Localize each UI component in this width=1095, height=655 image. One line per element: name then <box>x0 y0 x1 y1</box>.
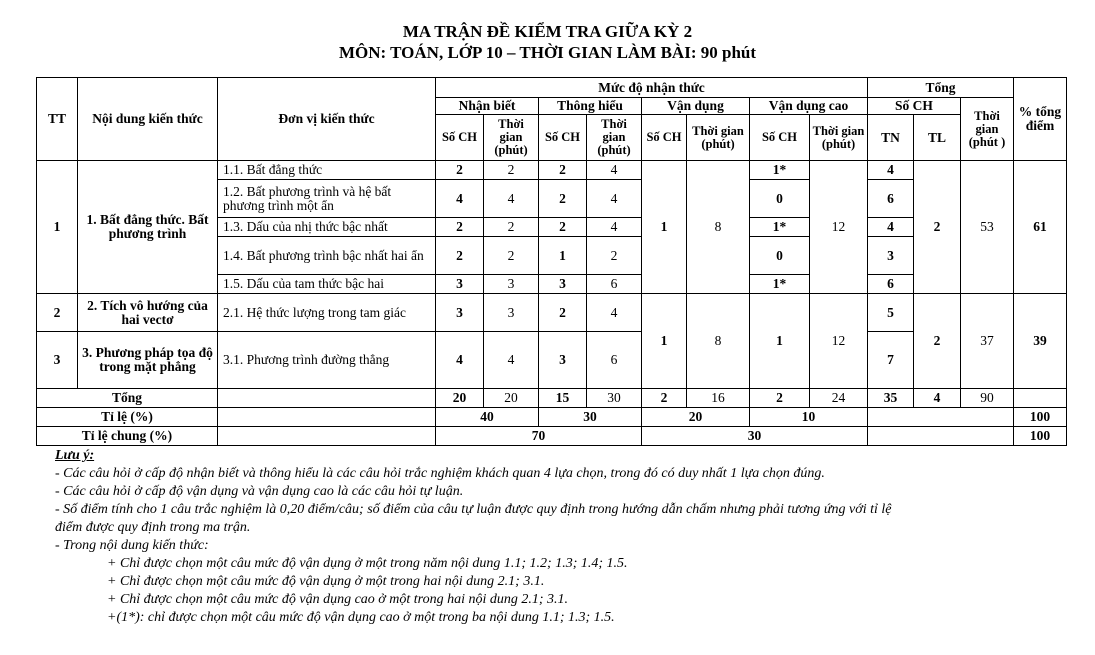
cell: 2 <box>436 237 484 275</box>
cell: 20 <box>484 389 539 408</box>
cell: 12 <box>810 294 868 389</box>
unit-name: 1.2. Bất phương trình và hệ bất phương trình một ẩn <box>218 180 436 218</box>
header-time: Thời gian (phút) <box>810 115 868 161</box>
unit-name: 1.1. Bất đẳng thức <box>218 161 436 180</box>
cell: 61 <box>1014 161 1067 294</box>
header-num-q: Số CH <box>750 115 810 161</box>
cell: 2 <box>642 389 687 408</box>
header-high-application: Vận dụng cao <box>750 98 868 115</box>
matrix-table <box>36 77 1067 446</box>
cell: 39 <box>1014 294 1067 389</box>
unit-name: 2.1. Hệ thức lượng trong tam giác <box>218 294 436 332</box>
totals-label: Tổng <box>37 389 218 408</box>
cell: 1* <box>750 218 810 237</box>
unit-name: 1.3. Dấu của nhị thức bậc nhất <box>218 218 436 237</box>
cell: 100 <box>1014 408 1067 427</box>
cell: 1 <box>642 161 687 294</box>
cell: 1 <box>539 237 587 275</box>
cell: 70 <box>436 427 642 446</box>
header-tn: TN <box>868 115 914 161</box>
header-application: Vận dụng <box>642 98 750 115</box>
cell: 37 <box>961 294 1014 389</box>
cell: 10 <box>750 408 868 427</box>
cell: 40 <box>436 408 539 427</box>
note-item: điểm được quy định trong ma trận. <box>55 520 251 535</box>
note-item: - Các câu hỏi ở cấp độ vận dụng và vận dụng cao là các câu hỏi tự luận. <box>55 484 464 499</box>
cell: 4 <box>484 332 539 389</box>
cell: 3 <box>484 294 539 332</box>
header-total-time: Thời gian (phút ) <box>961 98 1014 161</box>
cell: 30 <box>539 408 642 427</box>
cell: 2 <box>484 161 539 180</box>
cell: 2 <box>436 161 484 180</box>
cell: 1* <box>750 275 810 294</box>
note-item: - Số điểm tính cho 1 câu trắc nghiệm là 0,20 điểm/câu; số điểm của câu tự luận được quy định trong hướng dẫn chấm nhưng phải tương ứng với tỉ lệ <box>55 502 892 517</box>
cell: 30 <box>642 427 868 446</box>
table-row <box>37 294 1067 332</box>
cell: 16 <box>687 389 750 408</box>
table-row <box>37 161 1067 180</box>
notes <box>55 447 1065 627</box>
header-tl: TL <box>914 115 961 161</box>
cell: 24 <box>810 389 868 408</box>
header-num-q: Số CH <box>642 115 687 161</box>
note-subitem: +(1*): chỉ được chọn một câu mức độ vận dụng cao ở một trong ba nội dung 1.1; 1.3; 1.5. <box>107 610 615 625</box>
note-subitem: + Chỉ được chọn một câu mức độ vận dụng ở một trong hai nội dung 2.1; 3.1. <box>107 574 545 589</box>
cell: 4 <box>587 294 642 332</box>
header-recognition: Nhận biết <box>436 98 539 115</box>
cell: 4 <box>868 218 914 237</box>
cell: 6 <box>587 275 642 294</box>
header-total: Tổng <box>868 78 1014 98</box>
cell: 5 <box>868 294 914 332</box>
cell: 20 <box>642 408 750 427</box>
cell: 2 <box>436 218 484 237</box>
note-subitem: + Chỉ được chọn một câu mức độ vận dụng ở một trong năm nội dung 1.1; 1.2; 1.3; 1.4; 1.5. <box>107 556 628 571</box>
cell: 12 <box>810 161 868 294</box>
cell: 4 <box>868 161 914 180</box>
cell: 1 <box>642 294 687 389</box>
note-item: - Các câu hỏi ở cấp độ nhận biết và thông hiểu là các câu hỏi trắc nghiệm khách quan 4 lựa chọn, trong đó có duy nhất 1 lựa chọn đúng. <box>55 466 825 481</box>
page-subtitle: MÔN: TOÁN, LỚP 10 – THỜI GIAN LÀM BÀI: 90 phút <box>338 43 757 62</box>
cell: 90 <box>961 389 1014 408</box>
cell: 35 <box>868 389 914 408</box>
cell: 6 <box>868 275 914 294</box>
cell: 0 <box>750 180 810 218</box>
cell: 6 <box>587 332 642 389</box>
cell: 3 <box>868 237 914 275</box>
cell: 1* <box>750 161 810 180</box>
cell: 3 <box>436 294 484 332</box>
page-title: MA TRẬN ĐỀ KIỂM TRA GIỮA KỲ 2 <box>402 22 693 41</box>
header-tt: TT <box>37 78 78 161</box>
header-percent: % tổng điểm <box>1014 78 1067 161</box>
cell: 2 <box>539 180 587 218</box>
header-content: Nội dung kiến thức <box>78 78 218 161</box>
ratio-label: Tỉ lệ (%) <box>37 408 218 427</box>
cell: 3 <box>539 275 587 294</box>
cell: 4 <box>587 161 642 180</box>
topic-tt: 2 <box>37 294 78 332</box>
cell: 4 <box>587 180 642 218</box>
header-num-q-group: Số CH <box>868 98 961 115</box>
cell: 2 <box>539 161 587 180</box>
cell: 2 <box>914 161 961 294</box>
header-understanding: Thông hiểu <box>539 98 642 115</box>
header-unit: Đơn vị kiến thức <box>218 78 436 161</box>
cell: 6 <box>868 180 914 218</box>
ratio-general-row <box>37 427 1067 446</box>
cell: 1 <box>750 294 810 389</box>
header-level: Mức độ nhận thức <box>436 78 868 98</box>
cell: 2 <box>484 218 539 237</box>
cell: 2 <box>750 389 810 408</box>
header-num-q: Số CH <box>436 115 484 161</box>
topic-name: 1. Bất đẳng thức. Bất phương trình <box>78 161 218 294</box>
cell: 2 <box>587 237 642 275</box>
topic-name: 2. Tích vô hướng của hai vectơ <box>78 294 218 332</box>
topic-tt: 3 <box>37 332 78 389</box>
notes-heading: Lưu ý: <box>55 448 95 463</box>
header-time: Thời gian (phút) <box>484 115 539 161</box>
cell: 4 <box>484 180 539 218</box>
note-subitem: + Chỉ được chọn một câu mức độ vận dụng cao ở một trong hai nội dung 2.1; 3.1. <box>107 592 569 607</box>
cell: 3 <box>436 275 484 294</box>
unit-name: 1.5. Dấu của tam thức bậc hai <box>218 275 436 294</box>
cell: 0 <box>750 237 810 275</box>
cell: 8 <box>687 161 750 294</box>
cell: 4 <box>436 332 484 389</box>
ratio-row <box>37 408 1067 427</box>
cell: 2 <box>484 237 539 275</box>
topic-tt: 1 <box>37 161 78 294</box>
cell: 3 <box>484 275 539 294</box>
cell: 2 <box>539 294 587 332</box>
cell: 20 <box>436 389 484 408</box>
table-row <box>37 332 1067 389</box>
topic-name: 3. Phương pháp tọa độ trong mặt phẳng <box>78 332 218 389</box>
cell: 7 <box>868 332 914 389</box>
cell: 4 <box>436 180 484 218</box>
cell: 4 <box>914 389 961 408</box>
header-time: Thời gian (phút) <box>687 115 750 161</box>
cell: 2 <box>914 294 961 389</box>
cell: 100 <box>1014 427 1067 446</box>
note-item: - Trong nội dung kiến thức: <box>55 538 209 553</box>
totals-row <box>37 389 1067 408</box>
header-num-q: Số CH <box>539 115 587 161</box>
ratio-general-label: Tỉ lệ chung (%) <box>37 427 218 446</box>
cell: 53 <box>961 161 1014 294</box>
cell: 3 <box>539 332 587 389</box>
unit-name: 3.1. Phương trình đường thẳng <box>218 332 436 389</box>
header-time: Thời gian (phút) <box>587 115 642 161</box>
cell: 15 <box>539 389 587 408</box>
cell: 4 <box>587 218 642 237</box>
cell: 30 <box>587 389 642 408</box>
cell: 2 <box>539 218 587 237</box>
unit-name: 1.4. Bất phương trình bậc nhất hai ẩn <box>218 237 436 275</box>
cell: 8 <box>687 294 750 389</box>
